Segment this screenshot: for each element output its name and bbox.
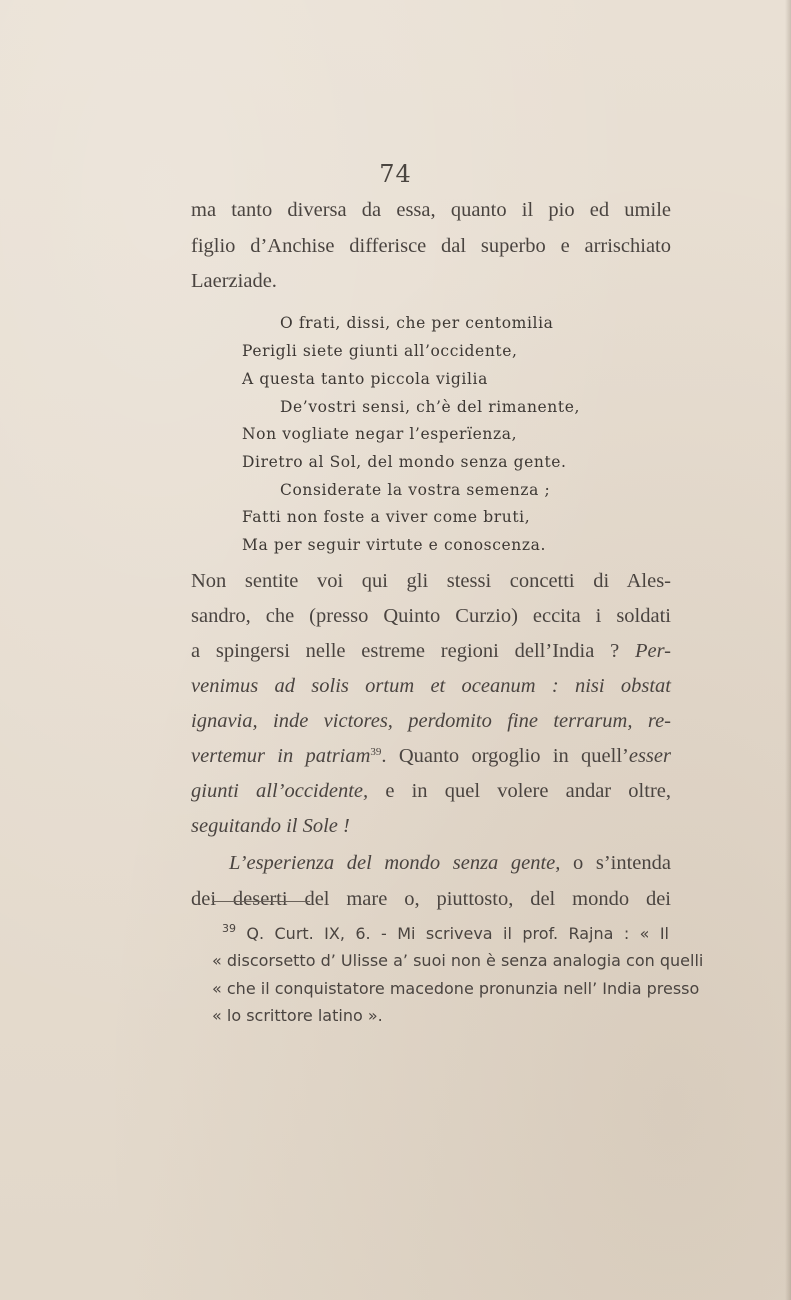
poem-line: De’vostri sensi, ch’è del rimanente, [280,398,581,416]
prose-text: e in quel volere andar oltre, [368,780,672,802]
prose-line: figlio d’Anchise differisce dal superbo e arrischiato [191,235,671,257]
poem-line: A questa tanto piccola vigilia [242,370,488,388]
prose-text: a spingersi nelle estreme regioni dell’India ? [191,640,620,662]
footnote-line: « che il conquistatore macedone pronunzia nell’ India presso [212,979,700,998]
page-number: 74 [379,160,412,188]
prose-line: Non sentite voi qui gli stessi concetti di Ales- [191,570,671,592]
poem-line: Perigli siete giunti all’occidente, [242,342,518,360]
poem-line: Ma per seguir virtute e conoscenza. [242,536,547,554]
poem-line: O frati, dissi, che per centomilia [280,314,554,332]
latin-quote: ignavia, inde victores, perdomito fine terrarum, re- [191,710,671,732]
prose-line: ma tanto diversa da essa, quanto il pio ed umile [191,199,671,221]
prose-line: Laerziade. [191,270,277,292]
quote-italic: giunti all’occidente, [191,780,369,802]
prose-line [191,675,671,698]
prose-line [191,710,671,733]
poem-line: Fatti non foste a viver come bruti, [242,508,531,526]
footnote-line: « discorsetto d’ Ulisse a’ suoi non è senza analogia con quelli [212,951,704,970]
footnote-number: 39 [222,922,236,935]
quote-italic: esser [628,745,671,767]
quote-italic: seguitando il Sole ! [191,815,350,837]
footnote-line [222,924,669,943]
footnote-line: « lo scrittore latino ». [212,1006,383,1025]
prose-text: . Quanto orgoglio in quell’ [381,745,629,767]
prose-line [191,745,671,768]
page-edge-shadow [785,0,791,1300]
prose-line: dei deserti del mare o, piuttosto, del mondo dei [191,888,671,910]
poem-line: Considerate la vostra semenza ; [280,481,551,499]
footnote-text: Q. Curt. IX, 6. - Mi scriveva il prof. Rajna : « Il [246,924,669,943]
prose-line: sandro, che (presso Quinto Curzio) eccita i soldati [191,605,671,627]
quote-italic: L’esperienza del mondo senza gente, [229,852,561,874]
prose-line [191,780,671,803]
latin-quote: vertemur in patriam [191,745,371,767]
latin-quote: Per- [634,640,671,662]
poem-line: Diretro al Sol, del mondo senza gente. [242,453,567,471]
prose-line [191,815,350,838]
prose-line [191,640,671,663]
prose-line [229,852,671,875]
prose-text: o s’intenda [560,852,671,874]
footnote-ref: 39 [370,746,382,758]
latin-quote: venimus ad solis ortum et oceanum : nisi obstat [191,675,671,697]
footnote-rule [212,901,310,902]
poem-line: Non vogliate negar l’esperïenza, [242,425,518,443]
